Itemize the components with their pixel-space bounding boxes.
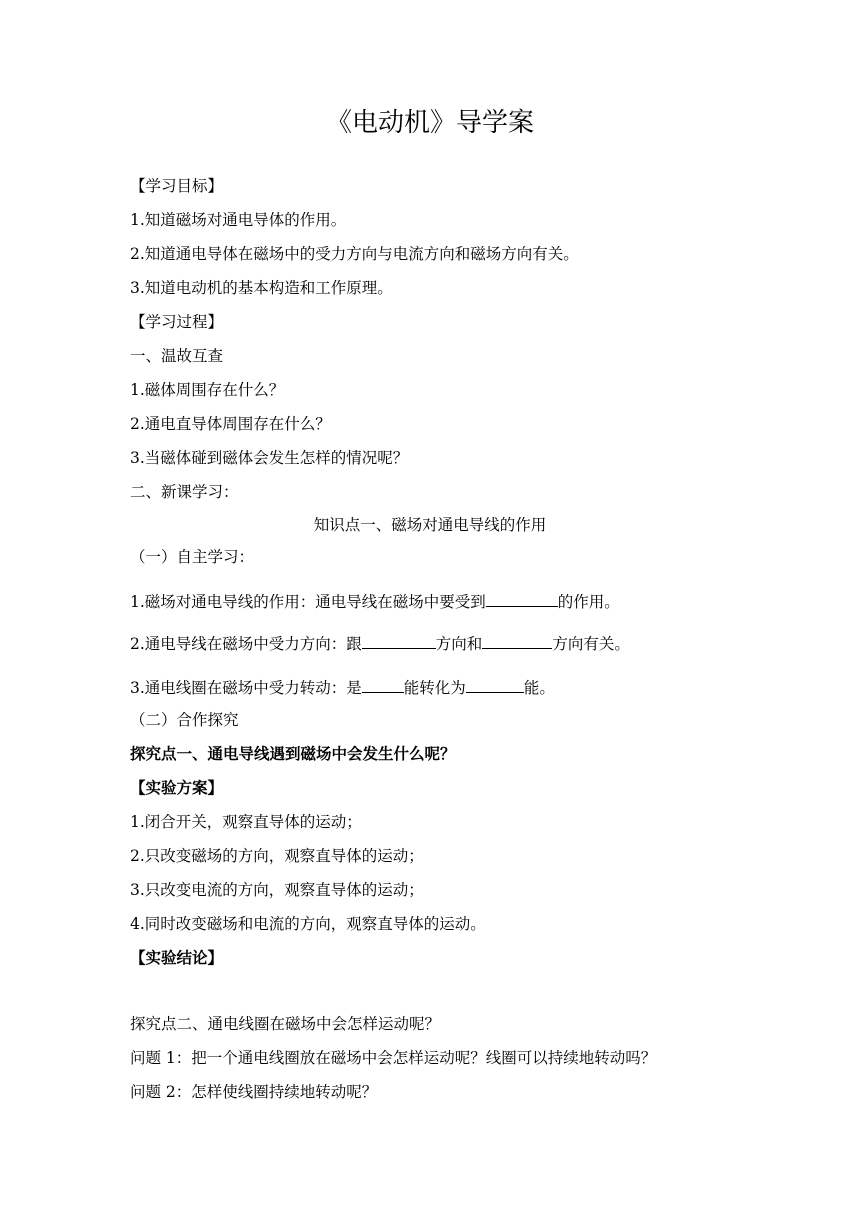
question-text: 方向有关。 xyxy=(552,635,630,653)
document-title: 《电动机》导学案 xyxy=(325,108,534,138)
section-heading-goals: 【学习目标】 xyxy=(130,177,224,195)
knowledge-point-heading: 知识点一、磁场对通电导线的作用 xyxy=(313,516,547,534)
subsection-heading-review: 一、温故互查 xyxy=(130,347,224,365)
section-heading-process: 【学习过程】 xyxy=(130,313,224,331)
plan-item: 3.只改变电流的方向，观察直导体的运动； xyxy=(130,881,424,899)
goal-item: 3.知道电动机的基本构造和工作原理。 xyxy=(130,279,393,297)
question-text: 3.通电线圈在磁场中受力转动：是 xyxy=(130,679,362,697)
answer-blank[interactable] xyxy=(466,676,524,693)
question-text: 方向和 xyxy=(435,635,483,653)
plan-item: 1.闭合开关，观察直导体的运动； xyxy=(130,813,362,831)
plan-item: 4.同时改变磁场和电流的方向，观察直导体的运动。 xyxy=(130,915,486,933)
plan-item: 2.只改变磁场的方向，观察直导体的运动； xyxy=(130,847,424,865)
question-text: 2.通电导线在磁场中受力方向：跟 xyxy=(130,635,362,653)
subsection-heading-new: 二、新课学习： xyxy=(130,483,239,501)
explore-point-2: 探究点二、通电线圈在磁场中会怎样运动呢？ xyxy=(130,1015,441,1033)
fill-question-3 xyxy=(130,676,555,698)
goal-item: 1.知道磁场对通电导体的作用。 xyxy=(130,211,347,229)
question-item: 问题 1：把一个通电线圈放在磁场中会怎样运动呢？线圈可以持续地转动吗？ xyxy=(130,1049,657,1067)
coop-heading: （二）合作探究 xyxy=(130,711,239,729)
explore-point-1: 探究点一、通电导线遇到磁场中会发生什么呢？ xyxy=(130,744,456,763)
question-text: 能。 xyxy=(523,679,555,697)
answer-blank[interactable] xyxy=(362,676,404,693)
answer-blank[interactable] xyxy=(486,590,558,607)
question-text: 1.磁场对通电导线的作用：通电导线在磁场中要受到 xyxy=(130,593,486,611)
answer-blank[interactable] xyxy=(482,632,552,649)
plan-heading: 【实验方案】 xyxy=(130,778,224,797)
answer-blank[interactable] xyxy=(362,632,436,649)
conclusion-heading: 【实验结论】 xyxy=(130,948,224,967)
question-item: 问题 2：怎样使线圈持续地转动呢？ xyxy=(130,1083,378,1101)
fill-question-2 xyxy=(130,632,630,654)
question-text: 能转化为 xyxy=(403,679,466,697)
review-item: 3.当磁体碰到磁体会发生怎样的情况呢？ xyxy=(130,449,409,467)
question-text: 的作用。 xyxy=(557,593,620,611)
review-item: 1.磁体周围存在什么？ xyxy=(130,381,285,399)
self-study-heading: （一）自主学习： xyxy=(130,548,255,566)
fill-question-1 xyxy=(130,590,620,612)
review-item: 2.通电直导体周围存在什么？ xyxy=(130,415,331,433)
goal-item: 2.知道通电导体在磁场中的受力方向与电流方向和磁场方向有关。 xyxy=(130,245,579,263)
